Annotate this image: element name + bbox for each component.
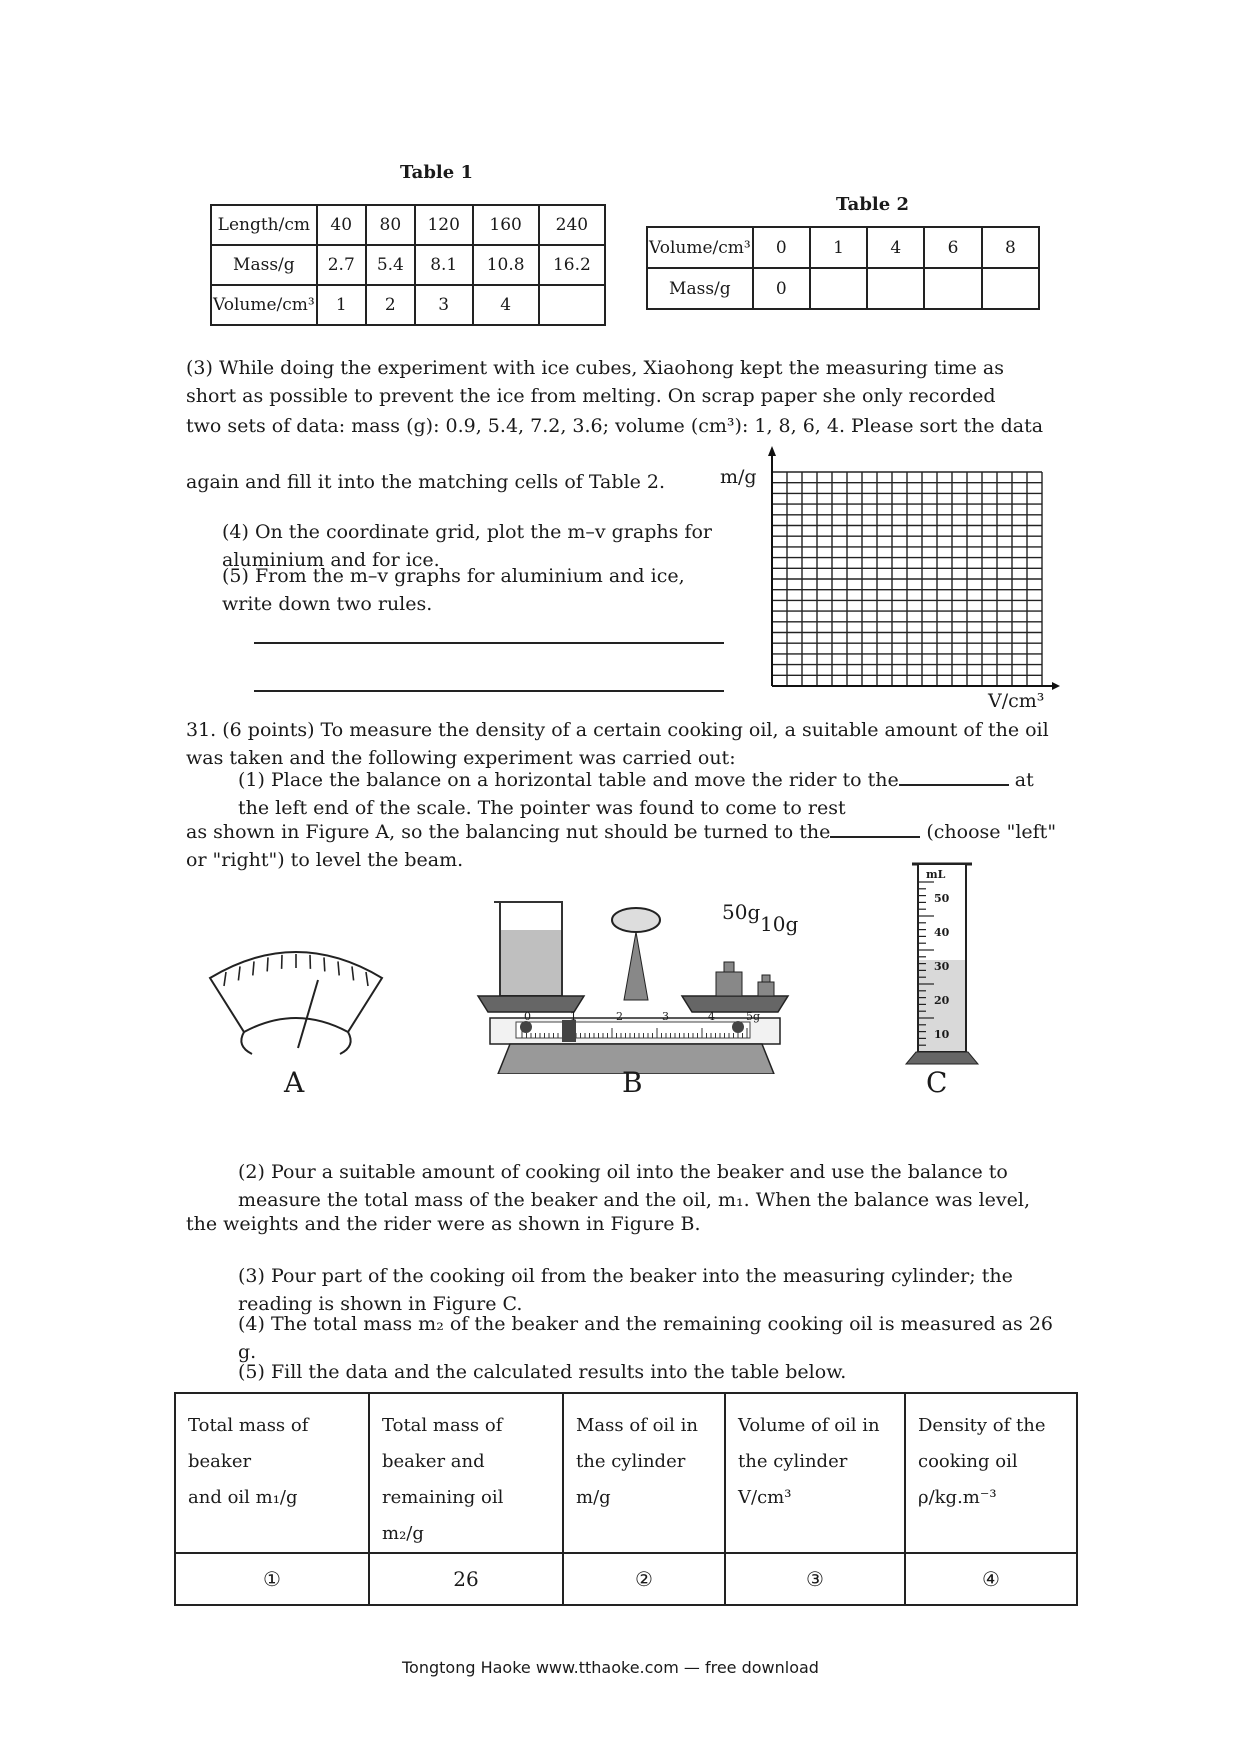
table-header <box>563 1393 725 1553</box>
table-header-row <box>175 1393 1077 1553</box>
balance-pointer-dial-icon <box>206 940 386 1060</box>
table-cell[interactable]: ③ <box>725 1553 905 1605</box>
q31-p2-cont: the weights and the rider were as shown in Figure B. <box>186 1213 701 1235</box>
table-cell: 1 <box>317 285 366 325</box>
dial-tick <box>324 957 325 971</box>
table-header-line: cooking oil ρ/kg.m⁻³ <box>918 1451 1018 1508</box>
table-cell: 6 <box>924 227 981 268</box>
table-header <box>369 1393 563 1553</box>
table-row-head: Volume/cm³ <box>647 227 753 268</box>
table-row <box>175 1553 1077 1605</box>
results-table <box>174 1392 1078 1606</box>
cylinder-scale <box>934 882 949 1052</box>
q31-p3: (3) Pour part of the cooking oil from the beaker into the measuring cylinder; the reading is shown in Figure C. <box>238 1265 1013 1315</box>
grid-y-label: m/g <box>720 466 757 488</box>
cylinder-tick-label: 40 <box>934 926 950 939</box>
table-cell: 5.4 <box>366 245 415 285</box>
cylinder-tick-label: 50 <box>934 892 950 905</box>
table-cell[interactable]: ① <box>175 1553 369 1605</box>
table-cell[interactable]: ④ <box>905 1553 1077 1605</box>
dial-tick <box>352 966 354 980</box>
table-header-line: Total mass of beaker <box>188 1415 309 1472</box>
q31-p1-text-a: (1) Place the balance on a horizontal table and move the rider to the <box>238 769 899 791</box>
coordinate-grid[interactable] <box>760 446 1060 694</box>
table-cell: 1 <box>810 227 867 268</box>
table-cell: 8.1 <box>415 245 473 285</box>
table-cell[interactable] <box>982 268 1039 309</box>
cylinder-unit: mL <box>926 868 946 881</box>
table-row <box>211 245 605 285</box>
table-row <box>647 227 1039 268</box>
table1 <box>210 204 606 326</box>
weight-50g-label: 50g <box>722 900 761 924</box>
figure-c-label: C <box>926 1066 948 1099</box>
q31-p1 <box>238 764 1068 822</box>
table-cell: 26 <box>369 1553 563 1605</box>
table-row-head: Length/cm <box>211 205 317 245</box>
answer-blank-nut-direction[interactable] <box>830 816 920 838</box>
answer-line-1[interactable] <box>254 642 724 644</box>
table-header-line: Volume of oil in <box>738 1415 880 1436</box>
answer-blank-rider-position[interactable] <box>899 764 1009 786</box>
table2-caption: Table 2 <box>836 194 910 215</box>
q31-p1-text-b: at the left end of the scale. The pointer was found to come to rest <box>238 769 1034 819</box>
table-header <box>905 1393 1077 1553</box>
table-header-line: Total mass of beaker and <box>382 1415 503 1472</box>
table-row <box>211 285 605 325</box>
table-row-head: Volume/cm³ <box>211 285 317 325</box>
q31-p1-text-d: (choose "left" or "right") to level the beam. <box>186 821 1057 871</box>
table-row-head: Mass/g <box>211 245 317 285</box>
table-cell: 10.8 <box>473 245 539 285</box>
table-header-line: the cylinder V/cm³ <box>738 1451 848 1508</box>
scale-number: 3 <box>662 1010 669 1023</box>
scale-number: 5g <box>746 1010 761 1023</box>
table-cell[interactable]: ② <box>563 1553 725 1605</box>
dial-tick <box>253 961 254 975</box>
table-header-line: and oil m₁/g <box>188 1487 298 1508</box>
q3-line3: again and fill it into the matching cells of Table 2. <box>186 471 666 493</box>
table-cell: 0 <box>753 227 810 268</box>
table-header-line: Mass of oil in <box>576 1415 699 1436</box>
x-axis-arrow <box>1052 682 1060 690</box>
table1-caption: Table 1 <box>400 162 474 183</box>
q31-p2: (2) Pour a suitable amount of cooking oil into the beaker and use the balance to measure the total mass of the beaker and the oil, m₁. When the balance was level, <box>238 1161 1031 1211</box>
table-cell: 240 <box>539 205 605 245</box>
footer: Tongtong Haoke www.tthaoke.com — free download <box>402 1658 819 1677</box>
scale-number: 1 <box>570 1010 577 1023</box>
scale-number: 4 <box>708 1010 715 1023</box>
q31-p5: (5) Fill the data and the calculated results into the table below. <box>238 1361 847 1383</box>
dial-tick <box>338 961 339 975</box>
table2 <box>646 226 1040 310</box>
table-cell: 8 <box>982 227 1039 268</box>
q3-line1: (3) While doing the experiment with ice cubes, Xiaohong kept the measuring time as short as possible to prevent the ice from melting. On scrap paper she only recorded <box>186 357 1004 407</box>
cylinder-tick-label: 20 <box>934 994 950 1007</box>
dial-tick <box>366 972 368 986</box>
q31-title: 31. (6 points) To measure the density of a certain cooking oil, a suitable amount of the oil was taken and the following experiment was carried out: <box>186 719 1049 769</box>
table-row <box>211 205 605 245</box>
table-cell: 0 <box>753 268 810 309</box>
weight-10g-label: 10g <box>760 912 799 936</box>
figure-a-label: A <box>284 1066 305 1099</box>
answer-line-2[interactable] <box>254 690 724 692</box>
grid-x-label: V/cm³ <box>988 690 1045 712</box>
table-header <box>725 1393 905 1553</box>
cylinder-tick-label: 30 <box>934 960 950 973</box>
table-cell: 80 <box>366 205 415 245</box>
table-cell: 2.7 <box>317 245 366 285</box>
table-cell[interactable] <box>810 268 867 309</box>
table-header-line: the cylinder m/g <box>576 1451 686 1508</box>
dial-tick <box>224 972 226 986</box>
table-cell: 16.2 <box>539 245 605 285</box>
y-axis-arrow <box>768 446 776 456</box>
q31-p1-text-c: as shown in Figure A, so the balancing nut should be turned to the <box>186 821 831 843</box>
table-cell <box>539 285 605 325</box>
table-cell[interactable] <box>924 268 981 309</box>
table-cell: 3 <box>415 285 473 325</box>
scale-number: 0 <box>524 1010 531 1023</box>
table-cell: 120 <box>415 205 473 245</box>
dial-tick <box>238 966 240 980</box>
table-cell: 4 <box>473 285 539 325</box>
cylinder-tick-label: 10 <box>934 1028 950 1041</box>
q4-text: (4) On the coordinate grid, plot the m–v graphs for aluminium and for ice. <box>222 521 712 571</box>
table-row-head: Mass/g <box>647 268 753 309</box>
table-header <box>175 1393 369 1553</box>
table-header-line: remaining oil m₂/g <box>382 1487 504 1544</box>
table-row <box>647 268 1039 309</box>
table-cell: 2 <box>366 285 415 325</box>
table-cell[interactable] <box>867 268 924 309</box>
q5-text: (5) From the m–v graphs for aluminium and ice, write down two rules. <box>222 565 685 615</box>
table-cell: 160 <box>473 205 539 245</box>
pointer <box>298 980 318 1048</box>
figure-b-label: B <box>622 1066 643 1099</box>
q31-p4: (4) The total mass m₂ of the beaker and the remaining cooking oil is measured as 26 g. <box>238 1313 1054 1363</box>
scale-number: 2 <box>616 1010 623 1023</box>
table-cell: 4 <box>867 227 924 268</box>
table-cell: 40 <box>317 205 366 245</box>
table-header-line: Density of the <box>918 1415 1046 1436</box>
dial-tick <box>267 957 268 971</box>
q3-line2: two sets of data: mass (g): 0.9, 5.4, 7.2, 3.6; volume (cm³): 1, 8, 6, 4. Please sort the data <box>186 415 1044 437</box>
